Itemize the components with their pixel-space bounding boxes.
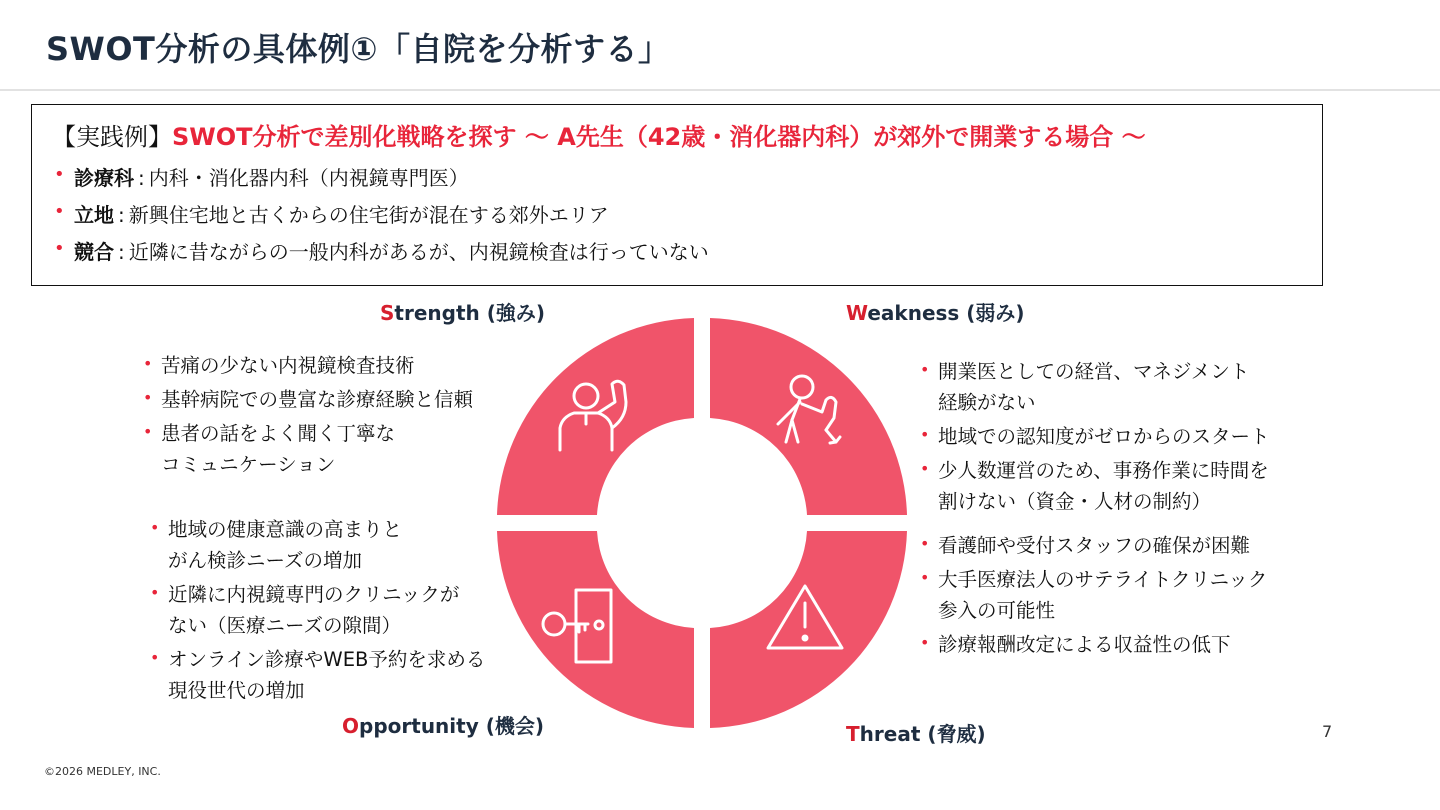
list-item: • オンライン診療やWEB予約を求める 現役世代の増加 (150, 644, 485, 706)
strength-quadrant (497, 318, 694, 515)
case-fact-text: 近隣に昔ながらの一般内科があるが、内視鏡検査は行っていない (128, 240, 709, 264)
case-fact-item: • 立地 : 新興住宅地と古くからの住宅街が混在する郊外エリア (54, 200, 709, 237)
case-fact-item: • 競合 : 近隣に昔ながらの一般内科があるが、内視鏡検査は行っていない (54, 237, 709, 274)
case-fact-label: 競合 (74, 240, 114, 264)
case-fact-item: • 診療科 : 内科・消化器内科（内視鏡専門医） (54, 163, 709, 200)
weakness-list (920, 356, 1270, 520)
copyright-notice: ©2026 MEDLEY, INC. (44, 765, 161, 778)
threat-quadrant (710, 531, 907, 728)
list-item: • 開業医としての経営、マネジメント 経験がない (920, 356, 1270, 418)
case-headline: SWOT分析で差別化戦略を探す 〜 A先生（42歳・消化器内科）が郊外で開業する場合 〜 (172, 123, 1146, 151)
opportunity-title: Opportunity (機会) (342, 714, 544, 738)
strength-title: Strength (強み) (380, 301, 545, 325)
list-item: • 少人数運営のため、事務作業に時間を 割けない（資金・人材の制約） (920, 455, 1270, 517)
weakness-title: Weakness (弱み) (846, 301, 1025, 325)
slide-title: SWOT分析の具体例①「自院を分析する」 (46, 30, 671, 68)
list-item: • 基幹病院での豊富な診療経験と信頼 (143, 384, 473, 415)
list-item: • 大手医療法人のサテライトクリニック 参入の可能性 (920, 564, 1267, 626)
threat-list (920, 530, 1267, 663)
case-fact-label: 立地 (74, 203, 114, 227)
list-item: • 地域の健康意識の高まりと がん検診ニーズの増加 (150, 514, 485, 576)
list-item: • 患者の話をよく聞く丁寧な コミュニケーション (143, 418, 473, 480)
list-item: • 地域での認知度がゼロからのスタート (920, 421, 1270, 452)
opportunity-quadrant (497, 531, 694, 728)
list-item: • 診療報酬改定による収益性の低下 (920, 629, 1267, 660)
strength-list (143, 350, 473, 483)
weakness-quadrant (710, 318, 907, 515)
page-number: 7 (1322, 722, 1333, 741)
list-item: • 苦痛の少ない内視鏡検査技術 (143, 350, 473, 381)
list-item: • 看護師や受付スタッフの確保が困難 (920, 530, 1267, 561)
threat-title: Threat (脅威) (846, 722, 986, 746)
list-item: • 近隣に内視鏡専門のクリニックが ない（医療ニーズの隙間） (150, 579, 485, 641)
case-label: 【実践例】 (52, 123, 172, 151)
case-fact-label: 診療科 (74, 166, 134, 190)
case-fact-text: 新興住宅地と古くからの住宅街が混在する郊外エリア (128, 203, 609, 227)
case-fact-text: 内科・消化器内科（内視鏡専門医） (148, 166, 469, 190)
opportunity-list (150, 514, 485, 709)
